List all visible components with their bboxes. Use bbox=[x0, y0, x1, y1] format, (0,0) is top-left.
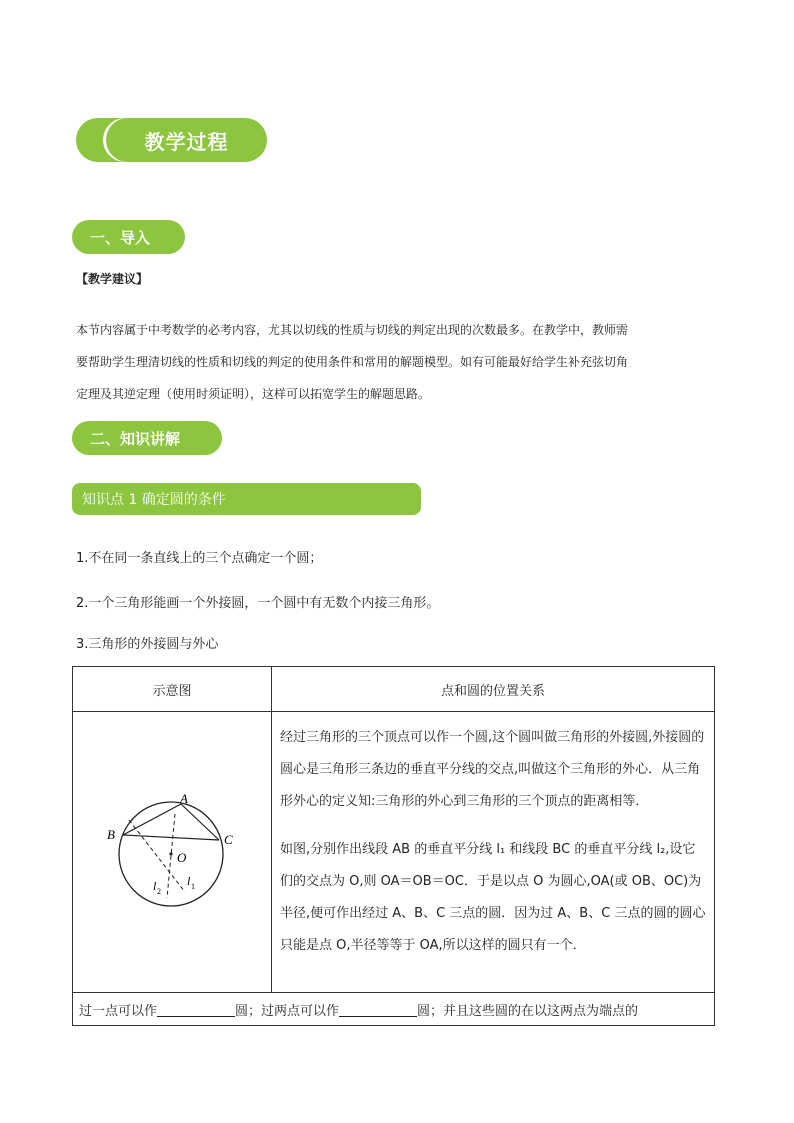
blank-1[interactable] bbox=[157, 1002, 235, 1017]
perpendicular-bisector-l2 bbox=[167, 814, 175, 898]
fill-in-row bbox=[73, 993, 715, 1026]
suggestion-label: 【教学建议】 bbox=[76, 272, 149, 286]
table-header-diagram: 示意图 bbox=[73, 667, 272, 712]
suggestion-line: 本节内容属于中考数学的必考内容，尤其以切线的性质与切线的判定出现的次数最多。在教学中，教师需 bbox=[76, 323, 629, 337]
diagram-cell bbox=[73, 712, 272, 993]
relation-cell bbox=[272, 712, 715, 993]
label-c: C bbox=[224, 832, 233, 847]
suggestion-line: 定理及其逆定理（使用时须证明），这样可以拓宽学生的解题思路。 bbox=[76, 387, 431, 401]
label-b: B bbox=[107, 827, 115, 842]
circumcircle-definition: 经过三角形的三个顶点可以作一个圆,这个圆叫做三角形的外接圆,外接圆的圆心是三角形三条边的垂直平分线的交点,叫做这个三角形的外心．从三角形外心的定义知:三角形的外心到三角形的三个顶点的距离相等． bbox=[280, 730, 705, 809]
knowledge-point-bar: 知识点 1 确定圆的条件 bbox=[72, 483, 421, 515]
label-a: A bbox=[180, 791, 188, 806]
section-heading-knowledge: 二、知识讲解 bbox=[72, 421, 222, 455]
blank-2[interactable] bbox=[339, 1002, 417, 1017]
suggestion-line: 要帮助学生理清切线的性质和切线的判定的使用条件和常用的解题模型。如有可能最好给学生补充弦切角 bbox=[76, 355, 629, 369]
segment-bc bbox=[123, 835, 219, 840]
fill-text-part1: 过一点可以作 bbox=[79, 1003, 158, 1019]
list-item: 3.三角形的外接圆与外心 bbox=[76, 637, 219, 652]
label-o: O bbox=[177, 850, 187, 865]
page-title: 教学过程 bbox=[106, 118, 267, 162]
list-item: 1.不在同一条直线上的三个点确定一个圆； bbox=[76, 551, 323, 566]
fill-text-part2: 圆；过两点可以作 bbox=[235, 1003, 340, 1019]
label-l2: l bbox=[153, 879, 157, 893]
section-heading-intro: 一、导入 bbox=[72, 220, 185, 254]
center-point-o bbox=[169, 852, 172, 855]
circumcircle-construction: 如图,分别作出线段 AB 的垂直平分线 l₁ 和线段 BC 的垂直平分线 l₂,设它们的交点为 O,则 OA＝OB＝OC．于是以点 O 为圆心,OA(或 OB、OC)为半径,便可作出经过 A、B、C 三点的圆．因为过 A、B、C 三点的圆的圆心只能是点 O,半径等等于 OA,所以这样的圆只有一个． bbox=[280, 842, 706, 953]
circumcircle-table bbox=[72, 666, 715, 1026]
circumcircle-figure bbox=[73, 712, 271, 988]
fill-text-part3: 圆；并且这些圆的在以这两点为端点的 bbox=[417, 1003, 639, 1019]
list-item: 2.一个三角形能画一个外接圆，一个圆中有无数个内接三角形。 bbox=[76, 596, 440, 611]
segment-ac bbox=[181, 804, 219, 840]
label-l1-subscript: 1 bbox=[191, 882, 195, 891]
label-l1: l bbox=[187, 874, 191, 888]
suggestion-paragraph bbox=[76, 314, 716, 410]
label-l2-subscript: 2 bbox=[157, 887, 161, 896]
table-header-relation: 点和圆的位置关系 bbox=[272, 667, 715, 712]
